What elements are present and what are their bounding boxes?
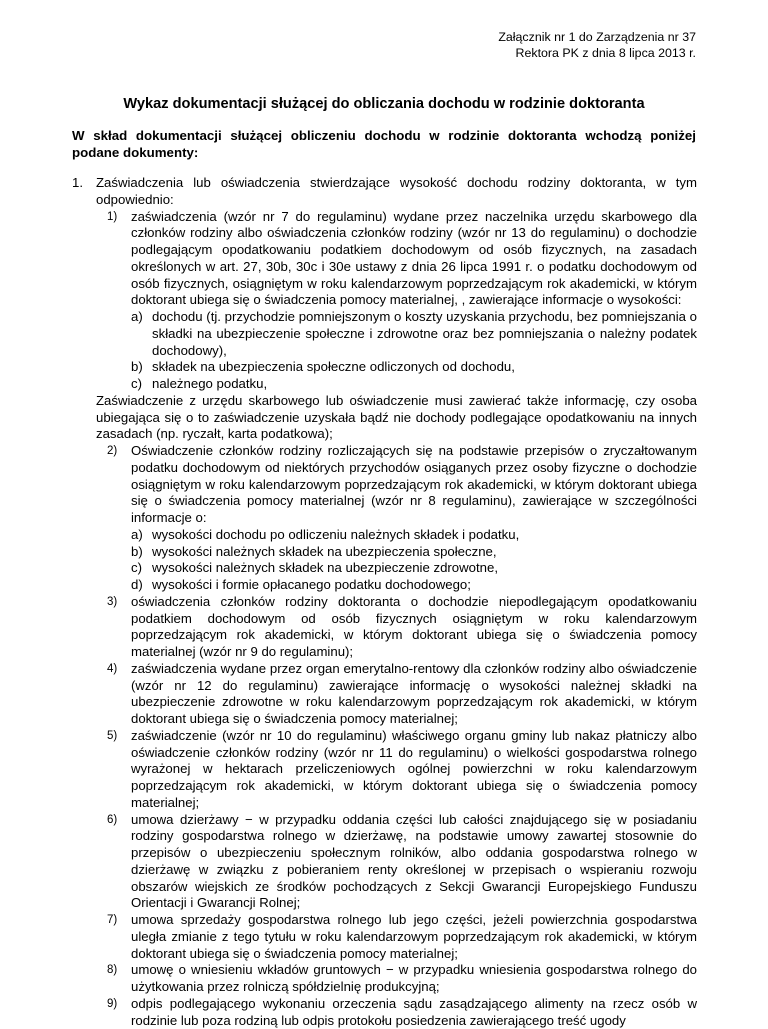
point-1c bbox=[72, 376, 697, 393]
list-item-number: 1. bbox=[72, 175, 83, 190]
subitem-7 bbox=[72, 912, 697, 962]
subitem-number: 3) bbox=[107, 595, 118, 608]
subitem-text: zaświadczenia (wzór nr 7 do regulaminu) wydane przez naczelnika urzędu skarbowego dla członków rodziny albo oświadczenia członków rodziny (wzór nr 13 do regulaminu) o dochodzie podlegającym opodatkowaniu podatkiem dochodowym od osób fizycznych, na zasadach określonych w art. 27, 30b, 30c i 30e ustawy z dnia 26 lipca 1991 r. o podatku dochodowym od osób fizycznych, osiągniętym w roku kalendarzowym poprzedzającym rok akademicki, w którym doktorant ubiega się o świadczenia pomocy materialnej, , zawierające informacje o wysokości: bbox=[131, 208, 697, 308]
point-letter: a) bbox=[131, 309, 143, 324]
subitem-3 bbox=[72, 594, 697, 661]
attachment-note-line-2: Rektora PK z dnia 8 lipca 2013 r. bbox=[515, 45, 696, 60]
point-2d bbox=[72, 577, 697, 594]
subitem-text: umowę o wniesieniu wkładów gruntowych − w przypadku wniesienia gospodarstwa rolnego do użytkowania przez rolniczą spółdzielnię produkcyjną; bbox=[131, 962, 697, 994]
subitem-number: 8) bbox=[107, 964, 118, 977]
list-item-text: Zaświadczenia lub oświadczenia stwierdzające wysokość dochodu rodziny doktoranta, w tym odpowiednio: bbox=[96, 175, 697, 207]
document-body bbox=[72, 175, 697, 1029]
tax-office-note: Zaświadczenie z urzędu skarbowego lub oświadczenie musi zawierać także informację, czy osoba ubiegająca się o to zaświadczenie uzyskała bądź nie dochody podlegające opodatkowaniu na innych zasadach (np. ryczałt, karta podatkowa); bbox=[96, 392, 697, 442]
subitem-number: 2) bbox=[107, 445, 118, 457]
subitem-text: zaświadczenie (wzór nr 10 do regulaminu) właściwego organu gminy lub nakaz płatniczy albo oświadczenie członków rodziny (wzór nr 11 do regulaminu) o wielkości gospodarstwa rolnego wyrażonej w hektarach przeliczeniowych ogólnej powierzchni w roku kalendarzowym poprzedzającym rok akademicki, w którym doktorant ubiega się o świadczenia pomocy materialnej; bbox=[131, 727, 697, 810]
subitem-text: zaświadczenia wydane przez organ emerytalno-rentowy dla członków rodziny albo oświadczenie (wzór nr 12 do regulaminu) zawierające informację o wysokości należnej składki na ubezpieczenie zdrowotne w roku kalendarzowym poprzedzającym rok akademicki, w którym doktorant ubiega się o świadczenia pomocy materialnej; bbox=[131, 660, 697, 726]
point-letter: c) bbox=[131, 560, 142, 576]
subitem-number: 4) bbox=[107, 662, 118, 675]
point-text: wysokości i formie opłacanego podatku dochodowego; bbox=[152, 577, 471, 592]
document-title: Wykaz dokumentacji służącej do obliczania dochodu w rodzinie doktoranta bbox=[123, 96, 645, 112]
point-text: składek na ubezpieczenia społeczne odliczonych od dochodu, bbox=[152, 359, 515, 375]
subitem-4 bbox=[72, 661, 697, 728]
point-letter: b) bbox=[131, 543, 143, 559]
attachment-note bbox=[498, 30, 696, 61]
subitem-number: 7) bbox=[107, 914, 118, 926]
point-text: wysokości należnych składek na ubezpieczenia społeczne, bbox=[152, 543, 497, 559]
point-1a bbox=[72, 309, 697, 359]
subitem-text: umowa sprzedaży gospodarstwa rolnego lub jego części, jeżeli powierzchnia gospodarstwa uległa zmianie z tego tytułu w roku kalendarzowym poprzedzającym rok akademicki, w którym doktorant ubiega się o świadczenia pomocy materialnej; bbox=[131, 912, 697, 961]
point-letter: b) bbox=[131, 359, 143, 375]
subitem-2 bbox=[72, 443, 697, 527]
list-item-1 bbox=[72, 175, 697, 209]
point-letter: a) bbox=[131, 526, 143, 542]
point-2b bbox=[72, 544, 697, 561]
intro-paragraph: W skład dokumentacji służącej obliczeniu dochodu w rodzinie doktoranta wchodzą poniżej podane dokumenty: bbox=[72, 128, 696, 160]
subitem-text: Oświadczenie członków rodziny rozliczających się na podstawie przepisów o zryczałtowanym podatku dochodowym od niektórych przychodów osiąganych przez osoby fizyczne o dochodzie osiągniętym w roku kalendarzowym poprzedzającym rok akademicki, w którym doktorant ubiega się o świadczenia pomocy materialnej (wzór nr 8 regulaminu), zawierające w szczególności informacje o: bbox=[131, 443, 697, 525]
point-text: dochodu (tj. przychodzie pomniejszonym o koszty uzyskania przychodu, bez pomniejszania o składki na ubezpieczenie społeczne i zdrowotne oraz bez pomniejszania o należny podatek dochodowy), bbox=[152, 309, 697, 358]
point-letter: d) bbox=[131, 577, 143, 592]
point-text: wysokości należnych składek na ubezpieczenie zdrowotne, bbox=[152, 560, 498, 576]
subitem-number: 1) bbox=[107, 210, 118, 223]
subitem-5 bbox=[72, 728, 697, 812]
subitem-number: 5) bbox=[107, 729, 118, 742]
point-letter: c) bbox=[131, 376, 142, 391]
point-1b bbox=[72, 359, 697, 376]
point-text: należnego podatku, bbox=[152, 376, 268, 391]
subitem-number: 6) bbox=[107, 813, 118, 826]
subitem-8 bbox=[72, 962, 697, 996]
subitem-number: 9) bbox=[107, 997, 118, 1010]
subitem-1 bbox=[72, 209, 697, 310]
subitem-6 bbox=[72, 812, 697, 913]
subitem-text: oświadczenia członków rodziny doktoranta o dochodzie niepodlegającym opodatkowaniu podatkiem dochodowym od osób fizycznych osiągniętym w roku kalendarzowym poprzedzającym rok akademicki, w którym doktorant ubiega się o świadczenia pomocy materialnej (wzór nr 9 do regulaminu); bbox=[131, 593, 697, 659]
attachment-note-line-1: Załącznik nr 1 do Zarządzenia nr 37 bbox=[498, 30, 696, 44]
subitem-9 bbox=[72, 996, 697, 1029]
subitem-text: odpis podlegającego wykonaniu orzeczenia sądu zasądzającego alimenty na rzecz osób w rodzinie lub poza rodziną lub odpis protokołu posiedzenia zawierającego treść ugody bbox=[131, 995, 697, 1028]
point-2a bbox=[72, 527, 697, 544]
point-2c bbox=[72, 560, 697, 577]
subitem-text: umowa dzierżawy − w przypadku oddania części lub całości znajdującego się w posiadaniu rodziny gospodarstwa rolnego w dzierżawę, na podstawie umowy zawartej stosownie do przepisów o ubezpieczeniu społecznym rolników, albo oddania gospodarstwa rolnego w dzierżawę w związku z pobieraniem renty określonej w przepisach o wspieraniu rozwoju obszarów wiejskich ze środków pochodzących z Sekcji Gwarancji Europejskiego Funduszu Orientacji i Gwarancji Rolnej; bbox=[131, 811, 697, 911]
point-text: wysokości dochodu po odliczeniu należnych składek i podatku, bbox=[152, 526, 520, 542]
